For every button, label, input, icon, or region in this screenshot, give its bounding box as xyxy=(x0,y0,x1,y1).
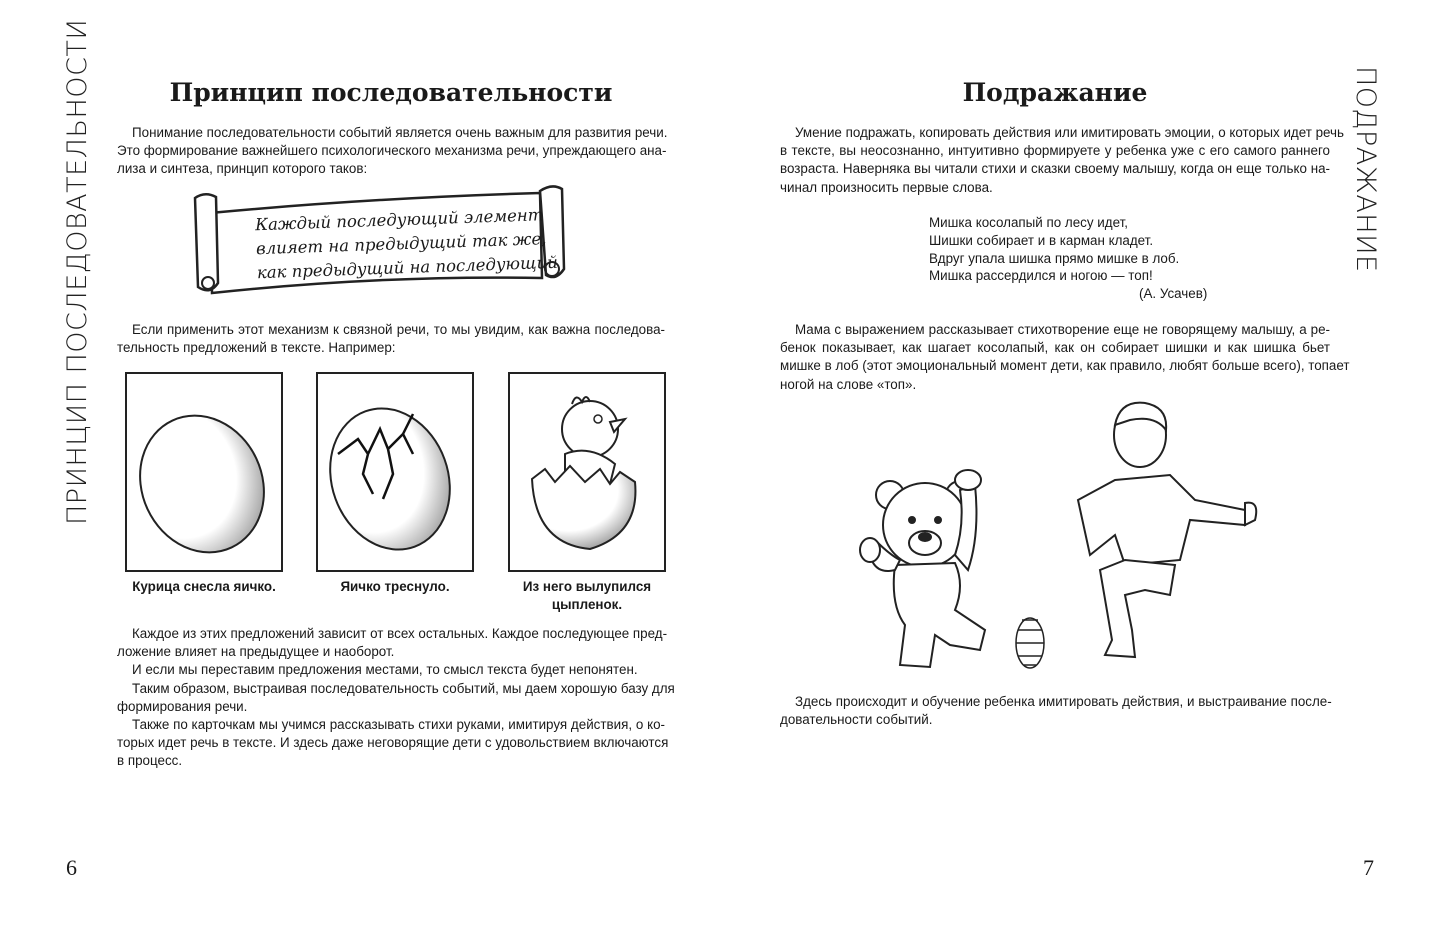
bear-illustration xyxy=(860,470,985,667)
text-line: Каждое из этих предложений зависит от всех остальных. Каждое последующее пред- xyxy=(132,626,668,641)
card-caption: Яичко треснуло. xyxy=(340,579,450,594)
card-egg xyxy=(125,372,283,572)
egg-illustration xyxy=(127,374,281,570)
card-chick xyxy=(508,372,666,572)
quote-line: влияет на предыдущий так же, xyxy=(255,229,547,259)
text-line: тельность предложений в тексте. Например: xyxy=(117,340,396,356)
text-line: Это формирование важнейшего психологического механизма речи, упреждающего ана- xyxy=(117,143,667,159)
quote-line: Каждый последующий элемент xyxy=(254,205,544,235)
bear-and-boy-illustration xyxy=(850,395,1260,685)
text-line: Таким образом, выстраивая последовательность событий, мы даем хорошую базу для xyxy=(132,680,675,696)
card-caption: Курица снесла яичко. xyxy=(132,579,276,594)
text-line: лиза и синтеза, принцип которого таков: xyxy=(117,161,368,177)
left-paragraph-2 xyxy=(117,321,665,357)
page-number-left: 6 xyxy=(66,855,77,880)
text-line: Здесь происходит и обучение ребенка имитировать действия, и выстраивание после- xyxy=(795,694,1332,709)
text-line: чинал произносить первые слова. xyxy=(780,179,993,195)
text-line: в процесс. xyxy=(117,753,183,769)
left-page-title: Принцип последовательности xyxy=(169,78,613,107)
poem-line: Мишка косолапый по лесу идет, xyxy=(929,215,1128,230)
right-intro-paragraph xyxy=(780,124,1345,197)
text-line: Также по карточкам мы учимся рассказывать стихи руками, имитируя действия, о ко- xyxy=(132,716,665,732)
scroll-quote xyxy=(255,203,558,285)
text-line: ложение влияет на предыдущее и наоборот. xyxy=(117,644,395,660)
text-line: бенок показывает, как шагает косолапый, как он собирает шишки и как шишка бьет xyxy=(780,340,1330,356)
text-line: формирования речи. xyxy=(117,698,248,714)
left-intro-paragraph xyxy=(117,124,668,179)
text-line: торых идет речь в тексте. И здесь даже неговорящие дети с удовольствием включаются xyxy=(117,735,669,751)
right-paragraph-2 xyxy=(780,321,1350,394)
poem-line: Мишка рассердился и ногою — топ! xyxy=(929,268,1153,284)
poem-line: Вдруг упала шишка прямо мишке в лоб. xyxy=(929,250,1180,266)
text-line: мишке в лоб (этот эмоциональный момент дети, как правило, любят больше всего), топает xyxy=(780,358,1350,374)
text-line: ногой на слове «топ». xyxy=(780,376,917,392)
poem xyxy=(929,214,1207,303)
card-caption: Из него вылупился цыпленок. xyxy=(522,579,652,612)
text-line: И если мы переставим предложения местами, то смысл текста будет непонятен. xyxy=(132,662,638,678)
page-number-right: 7 xyxy=(1363,855,1374,880)
right-page-title: Подражание xyxy=(962,78,1148,107)
text-line: Если применить этот механизм к связной речи, то мы увидим, как важна последова- xyxy=(132,322,665,337)
poem-author: (А. Усачев) xyxy=(1139,286,1208,302)
cracked-egg-illustration xyxy=(318,374,472,570)
card-cracked-egg xyxy=(316,372,474,572)
left-body-text xyxy=(117,625,675,771)
right-side-heading: ПОДРАЖАНИЕ xyxy=(1350,66,1381,273)
boy-illustration xyxy=(1078,403,1256,657)
text-line: довательности событий. xyxy=(780,712,933,728)
text-line: Умение подражать, копировать действия или имитировать эмоции, о которых идет речь xyxy=(795,125,1345,140)
left-side-heading: ПРИНЦИП ПОСЛЕДОВАТЕЛЬНОСТИ xyxy=(62,18,93,525)
text-line: возраста. Наверняка вы читали стихи и сказки своему малышу, когда он еще только на- xyxy=(780,161,1330,177)
right-final-paragraph xyxy=(780,693,1330,729)
chick-illustration xyxy=(510,374,664,570)
quote-line: как предыдущий на последующий xyxy=(256,252,559,283)
text-line: в тексте, вы неосознанно, интуитивно формируете у ребенка уже с его самого раннего xyxy=(780,143,1330,159)
text-line: Мама с выражением рассказывает стихотворение еще не говорящему малышу, а ре- xyxy=(795,322,1330,337)
pine-cone-illustration xyxy=(1016,618,1044,668)
text-line: Понимание последовательности событий является очень важным для развития речи. xyxy=(132,125,668,140)
poem-line: Шишки собирает и в карман кладет. xyxy=(929,232,1154,248)
